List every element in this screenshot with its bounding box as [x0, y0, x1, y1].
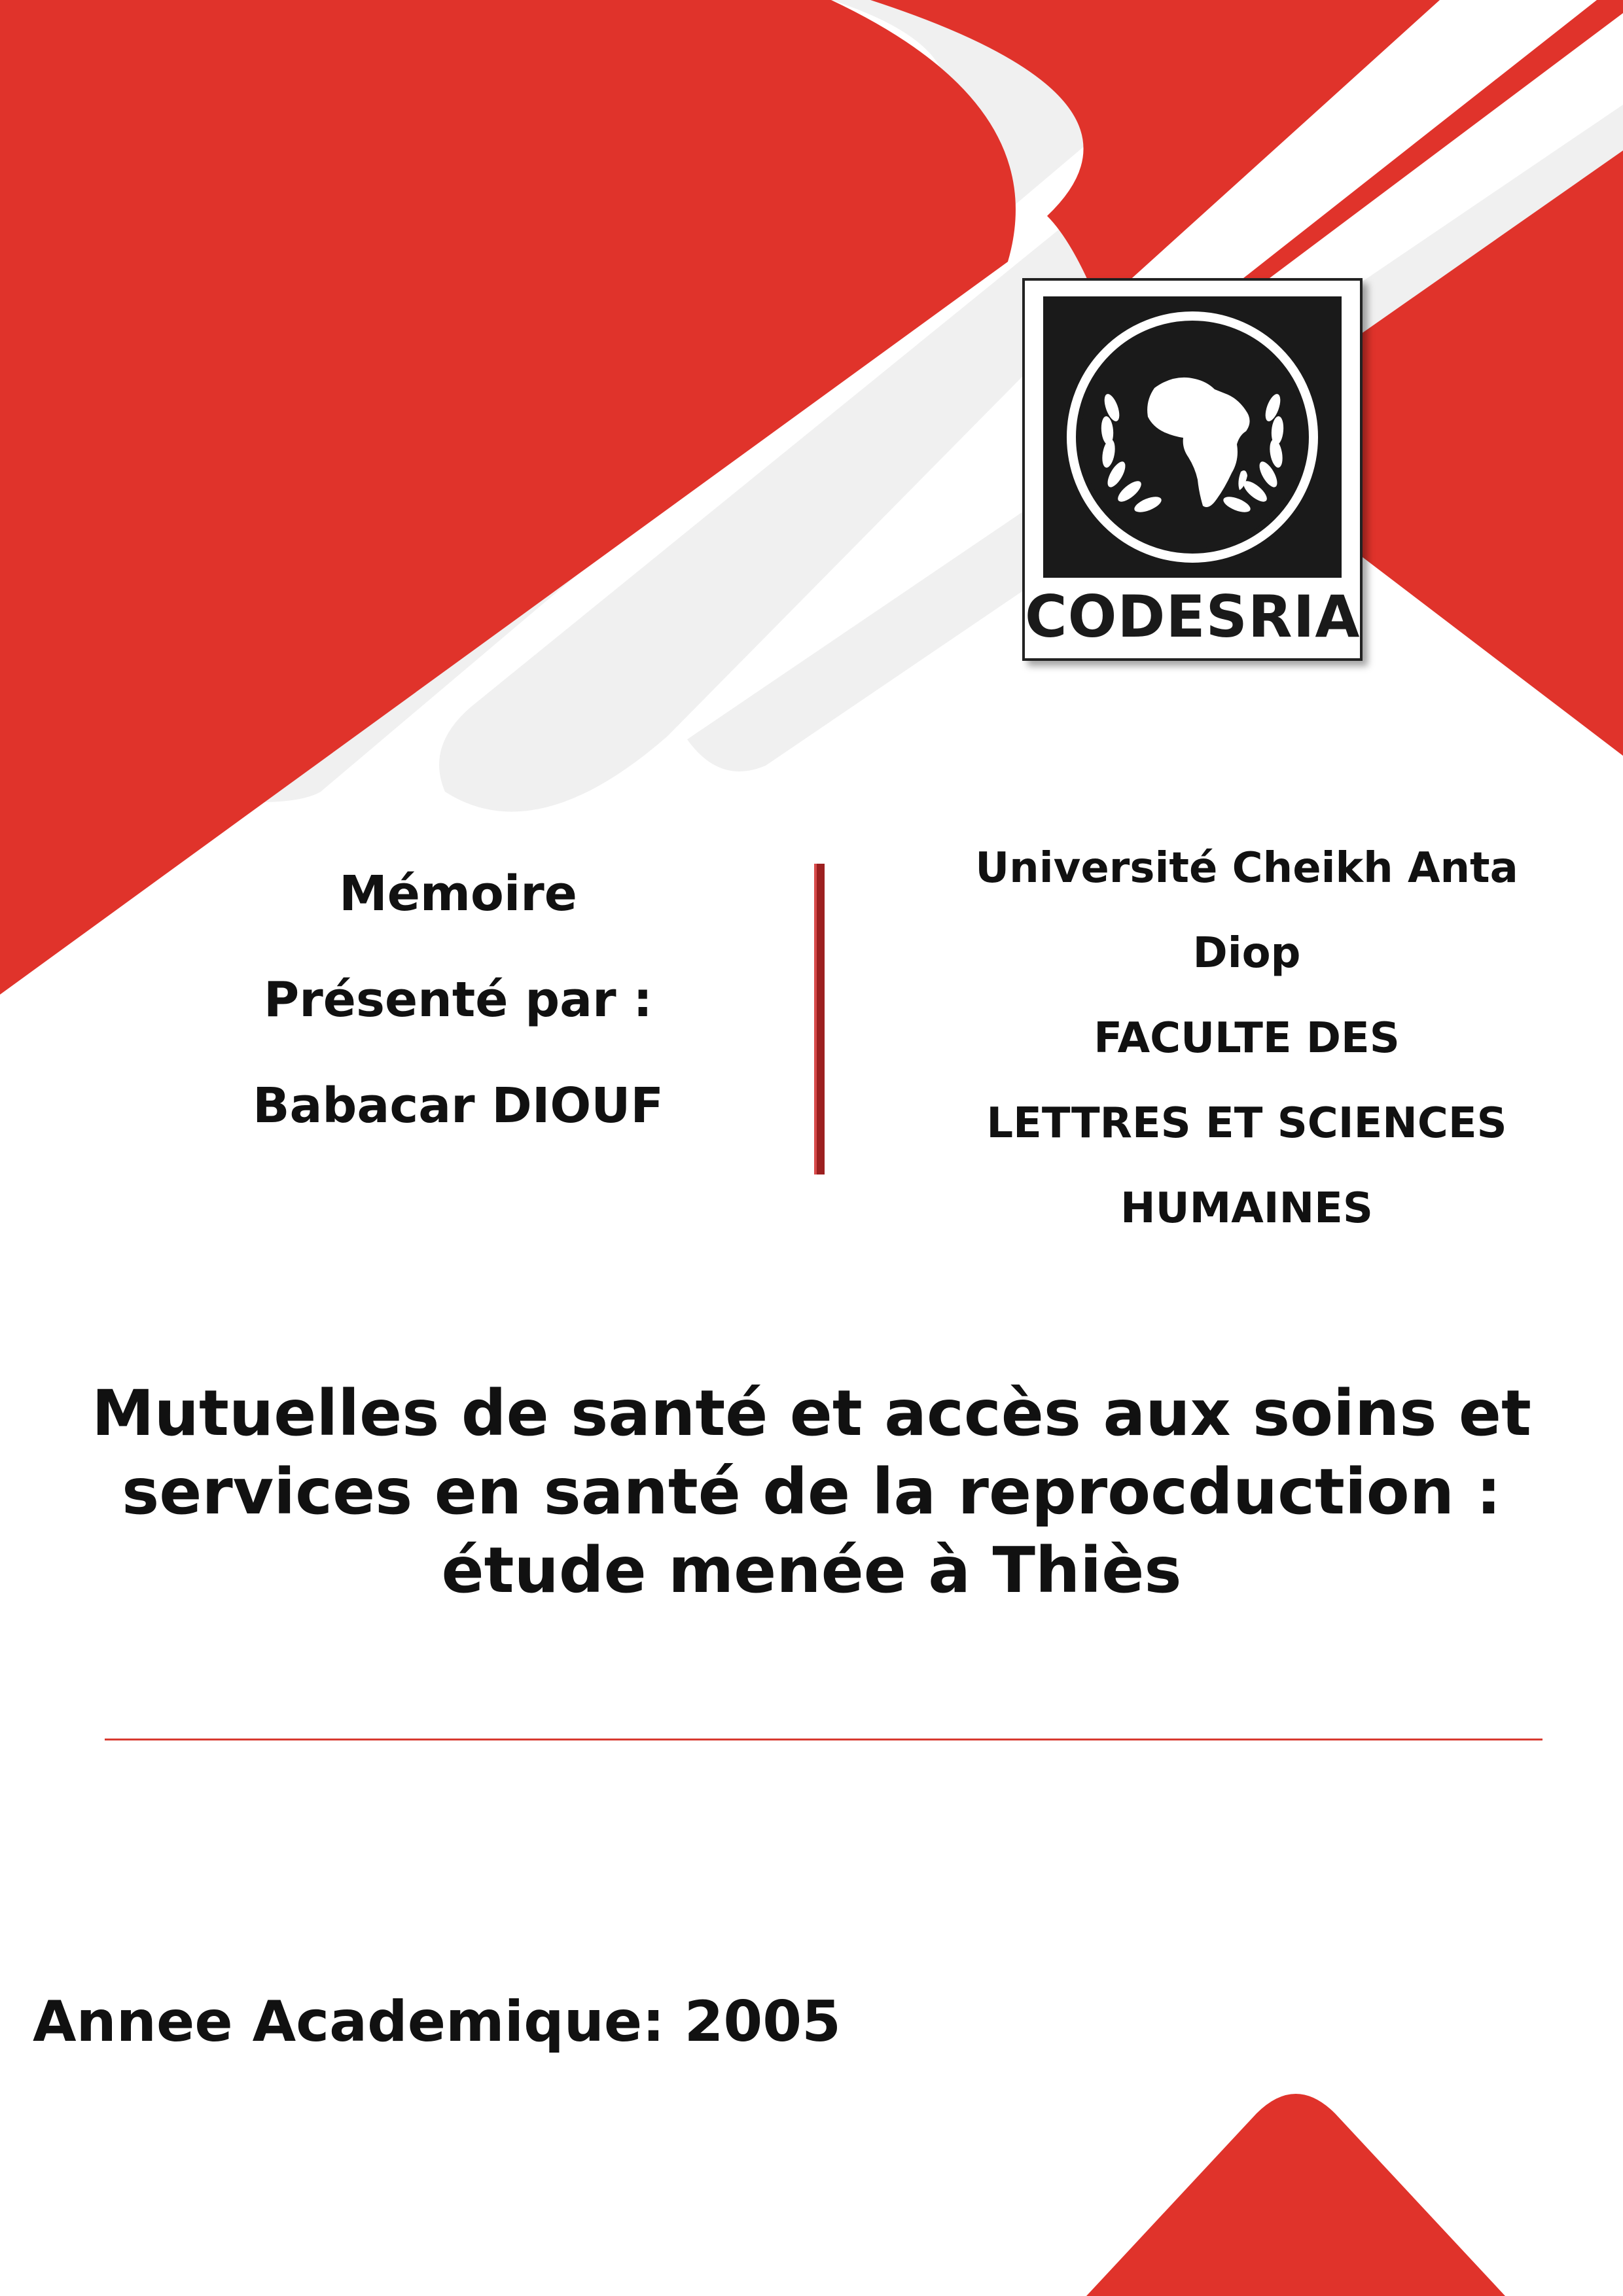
thesis-title	[39, 1374, 1584, 1610]
thesis-title-line-2: services en santé de la reprocduction :	[122, 1455, 1501, 1528]
presenter-block	[157, 841, 759, 1159]
institution-block	[936, 826, 1558, 1251]
presented-by-label: Présenté par :	[264, 972, 652, 1028]
logo-emblem-panel	[1043, 296, 1342, 578]
thesis-title-line-3: étude menée à Thiès	[441, 1534, 1182, 1607]
title-underline-rule	[105, 1739, 1543, 1740]
logo-wordmark: CODESRIA	[1025, 583, 1361, 650]
faculty-line-2: LETTRES ET SCIENCES	[986, 1099, 1507, 1148]
faculty-line-1: FACULTE DES	[1094, 1014, 1400, 1063]
thesis-title-line-1: Mutuelles de santé et accès aux soins et	[92, 1377, 1531, 1450]
africa-laurel-emblem-icon	[1043, 296, 1342, 578]
red-triangle-bottom	[1086, 2094, 1505, 2296]
codesria-logo	[1022, 278, 1363, 661]
academic-year: Annee Academique: 2005	[33, 1989, 841, 2055]
document-type: Mémoire	[339, 866, 577, 922]
faculty-line-3: HUMAINES	[1120, 1184, 1373, 1233]
university-line-2: Diop	[1192, 929, 1301, 978]
author-name: Babacar DIOUF	[253, 1078, 664, 1134]
vertical-divider	[814, 864, 825, 1174]
university-line-1: Université Cheikh Anta	[975, 844, 1518, 892]
